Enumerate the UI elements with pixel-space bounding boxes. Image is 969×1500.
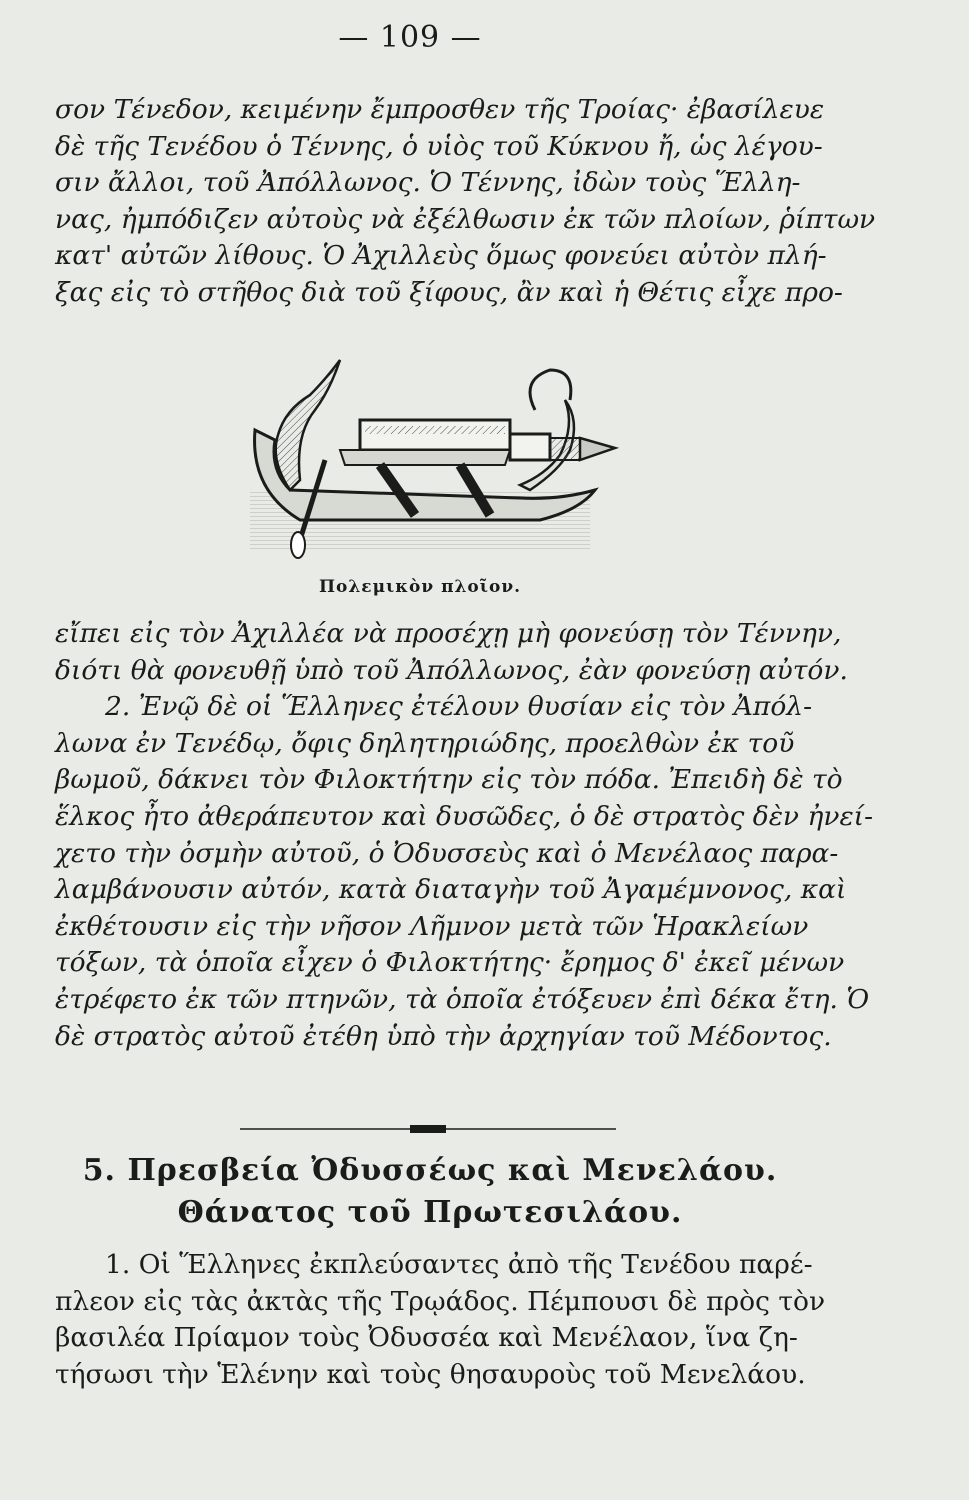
text-line: διότι θὰ φονευθῇ ὑπὸ τοῦ Ἀπόλλωνος, ἐὰν φονεύσῃ αὐτόν. xyxy=(55,654,848,686)
text-line: τήσωσι τὴν Ἑλένην καὶ τοὺς θησαυροὺς τοῦ Μενελάου. xyxy=(55,1358,806,1390)
text-line: δὲ στρατὸς αὐτοῦ ἐτέθη ὑπὸ τὴν ἀρχηγίαν τοῦ Μέδοντος. xyxy=(55,1020,832,1052)
text-line: βασιλέα Πρίαμον τοὺς Ὀδυσσέα καὶ Μενέλαον, ἵνα ζη- xyxy=(55,1322,798,1353)
text-line: ἐκθέτουσιν εἰς τὴν νῆσον Λῆμνον μετὰ τῶν Ἡρακλείων xyxy=(55,910,809,942)
text-line: εἴπει εἰς τὸν Ἀχιλλέα νὰ προσέχῃ μὴ φονεύσῃ τὸν Τέννην, xyxy=(55,618,842,649)
figure-caption: Πολεμικὸν πλοῖον. xyxy=(318,577,522,597)
paragraph-top xyxy=(55,92,876,312)
text-line: τόξων, τὰ ὁποῖα εἶχεν ὁ Φιλοκτήτης· ἔρημος δ' ἐκεῖ μένων xyxy=(55,947,845,979)
warship-illustration xyxy=(230,340,620,560)
text-line: ξας εἰς τὸ στῆθος διὰ τοῦ ξίφους, ἂν καὶ ἡ Θέτις εἶχε προ- xyxy=(55,276,843,308)
text-line: ἐτρέφετο ἐκ τῶν πτηνῶν, τὰ ὁποῖα ἐτόξευεν ἐπὶ δέκα ἔτη. Ὁ xyxy=(55,983,870,1015)
text-line: κατ' αὐτῶν λίθους. Ὁ Ἀχιλλεὺς ὅμως φονεύει αὐτὸν πλή- xyxy=(55,240,827,272)
text-line: 2. Ἐνῷ δὲ οἱ Ἕλληνες ἐτέλουν θυσίαν εἰς τὸν Ἀπόλ- xyxy=(105,691,813,723)
section-divider xyxy=(240,1123,616,1135)
text-line: βωμοῦ, δάκνει τὸν Φιλοκτήτην εἰς τὸν πόδα. Ἐπειδὴ δὲ τὸ xyxy=(55,764,843,796)
text-line: χετο τὴν ὀσμὴν αὐτοῦ, ὁ Ὀδυσσεὺς καὶ ὁ Μενέλαος παρα- xyxy=(55,837,839,869)
text-line: λαμβάνουσιν αὐτόν, κατὰ διαταγὴν τοῦ Ἀγαμέμνονος, καὶ xyxy=(55,874,847,906)
text-line: δὲ τῆς Τενέδου ὁ Τέννης, ὁ υἱὸς τοῦ Κύκνου ἤ, ὡς λέγου- xyxy=(55,130,823,162)
section-subheading: Θάνατος τοῦ Πρωτεσιλάου. xyxy=(177,1195,683,1230)
text-line: 1. Οἱ Ἕλληνες ἐκπλεύσαντες ἀπὸ τῆς Τενέδου παρέ- xyxy=(105,1249,813,1280)
text-line: λωνα ἐν Τενέδῳ, ὄφις δηλητηριώδης, προελθὼν ἐκ τοῦ xyxy=(55,727,795,759)
page-number: — 109 — xyxy=(338,20,482,55)
section-heading: 5. Πρεσβεία Ὀδυσσέως καὶ Μενελάου. xyxy=(82,1153,778,1188)
text-line: νας, ἠμπόδιζεν αὐτοὺς νὰ ἐξέλθωσιν ἐκ τῶν πλοίων, ῥίπτων xyxy=(55,203,876,235)
text-line: σον Τένεδον, κειμένην ἔμπροσθεν τῆς Τροίας· ἐβασίλευε xyxy=(55,94,825,125)
paragraph-bottom xyxy=(55,1247,825,1393)
text-line: πλεον εἰς τὰς ἀκτὰς τῆς Τρῳάδος. Πέμπουσι δὲ πρὸς τὸν xyxy=(55,1285,826,1317)
text-line: ἕλκος ἦτο ἀθεράπευτον καὶ δυσῶδες, ὁ δὲ στρατὸς δὲν ἠνεί- xyxy=(55,800,874,832)
paragraph-middle xyxy=(55,616,874,1055)
text-line: σιν ἄλλοι, τοῦ Ἀπόλλωνος. Ὁ Τέννης, ἰδὼν τοὺς Ἕλλη- xyxy=(55,167,801,199)
